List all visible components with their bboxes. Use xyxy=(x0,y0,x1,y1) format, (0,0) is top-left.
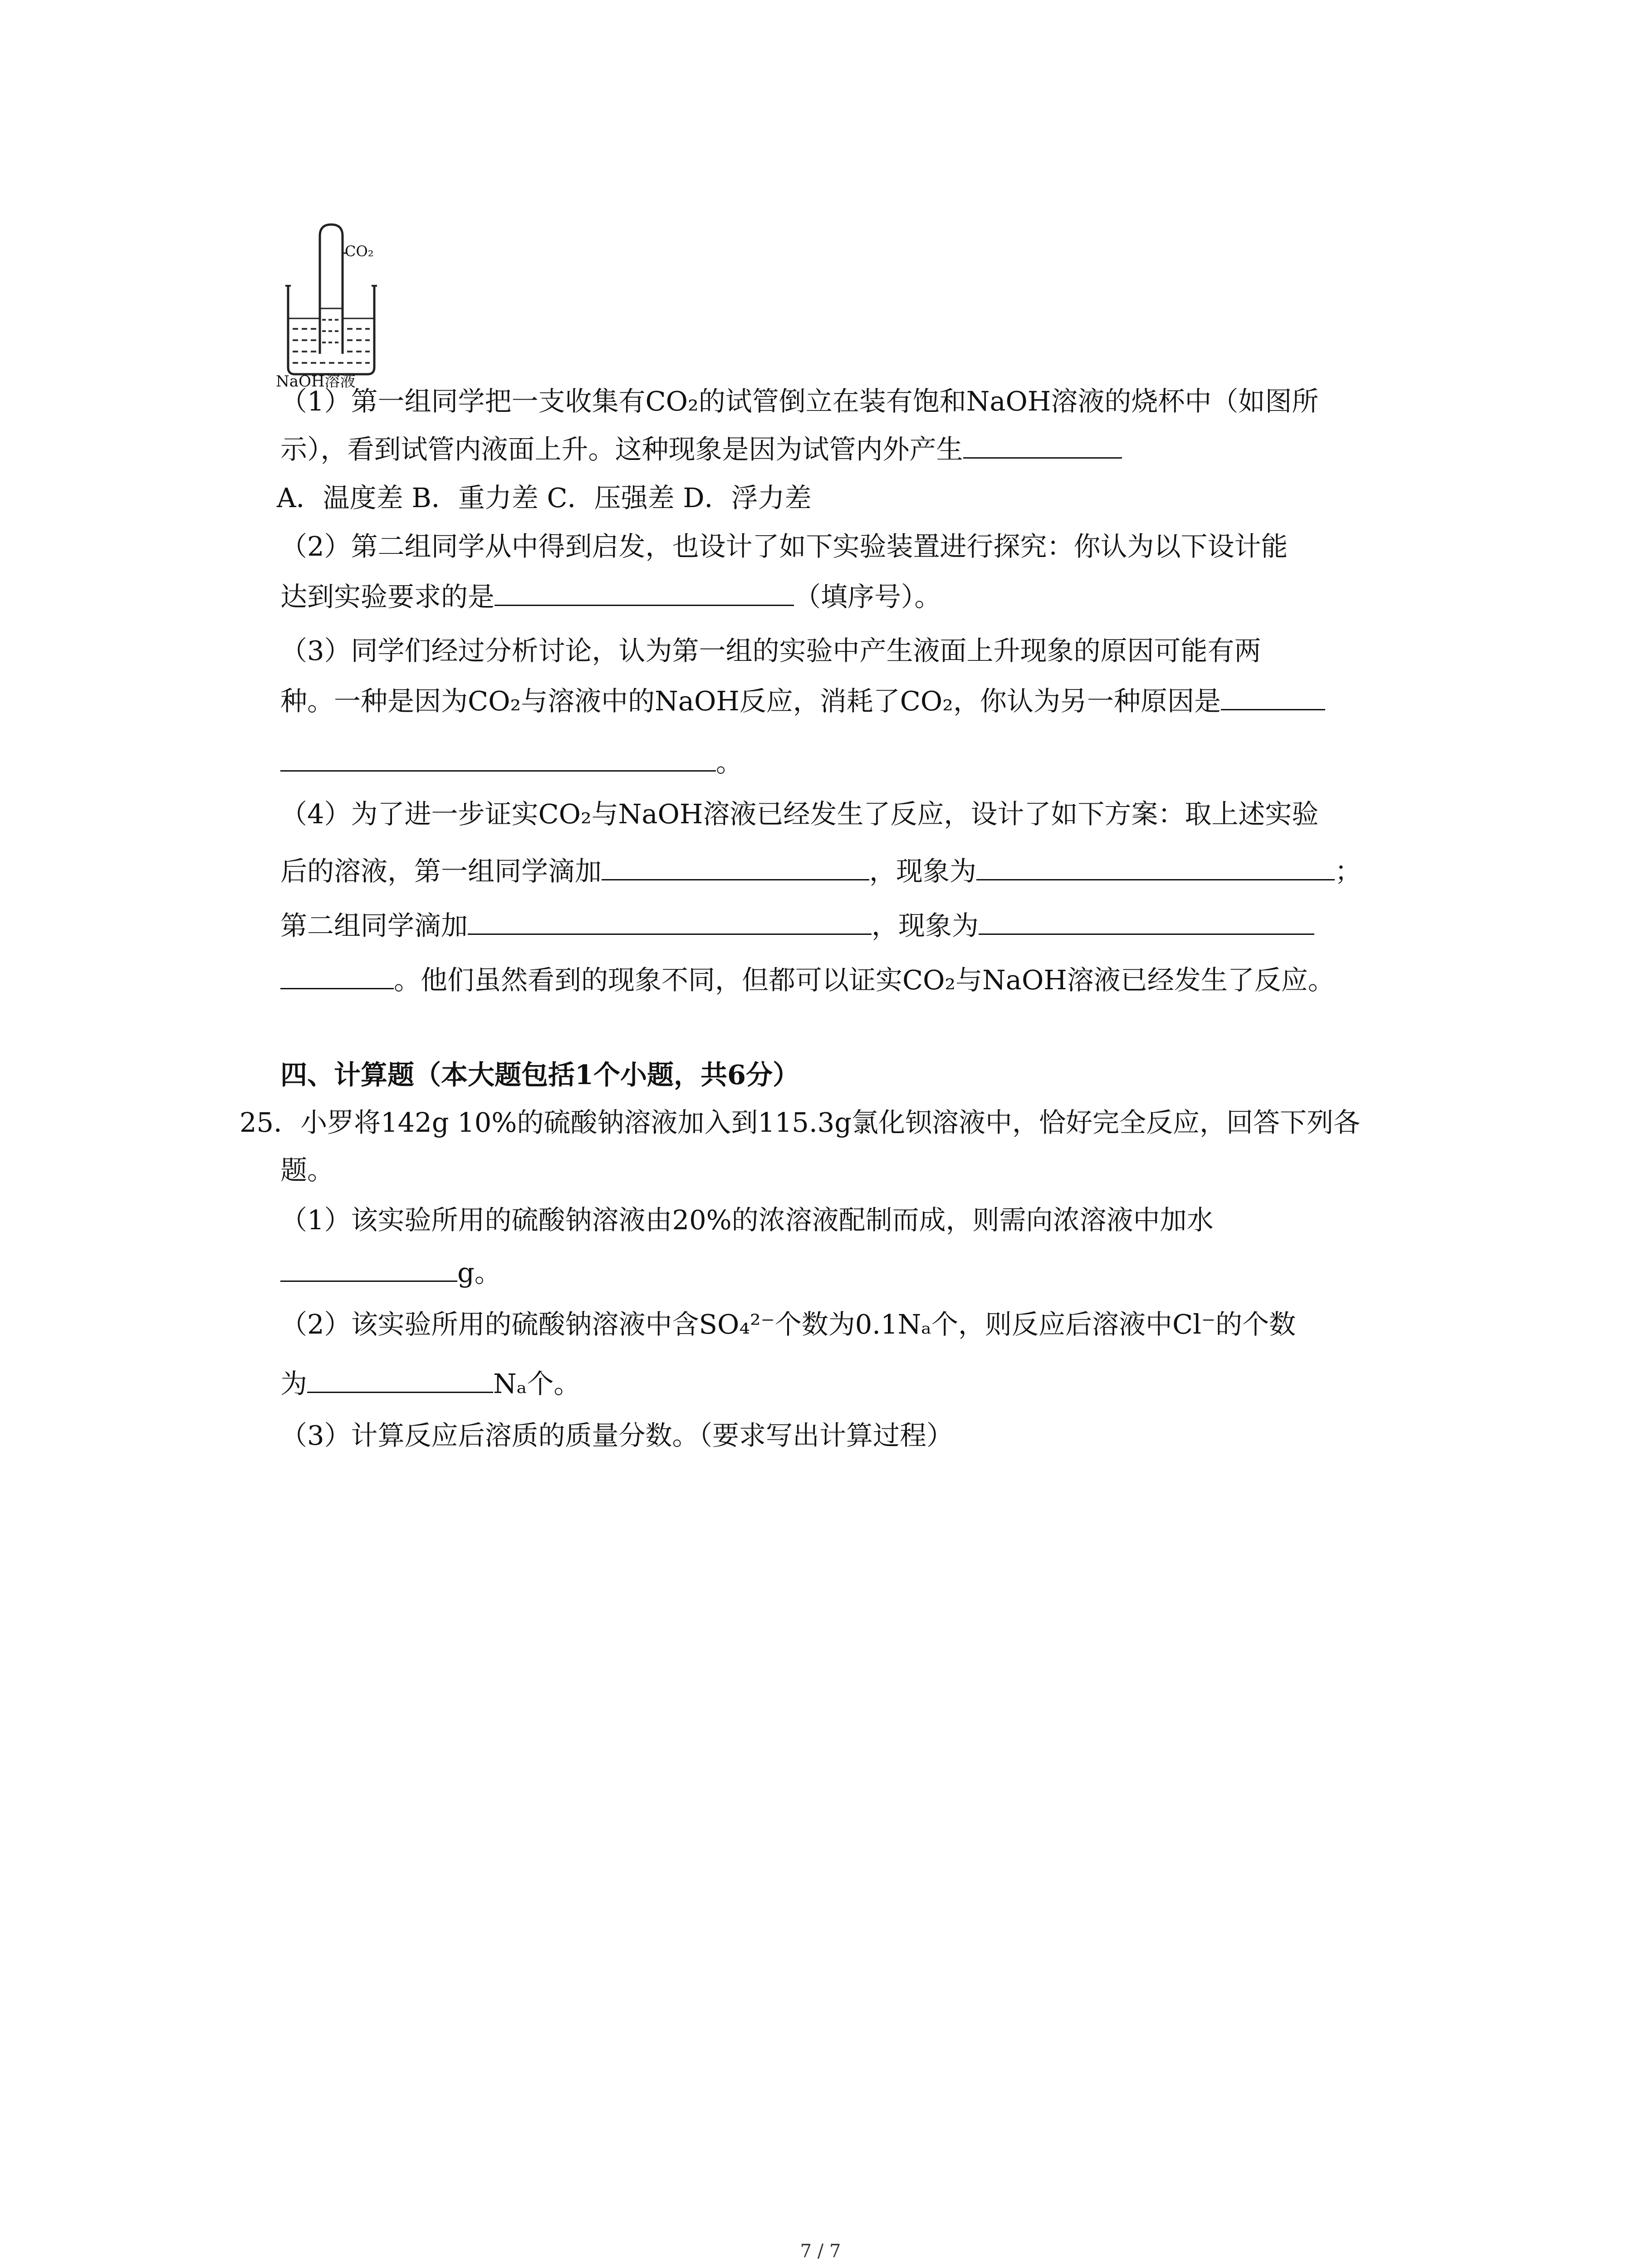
q3-answer-blank-1[interactable] xyxy=(1221,683,1325,710)
q25-p1-line2 xyxy=(280,1254,501,1291)
q3-line1: （3）同学们经过分析讨论，认为第一组的实验中产生液面上升现象的原因可能有两 xyxy=(280,635,1261,666)
page-number: 7 / 7 xyxy=(800,2241,841,2262)
q4-group1-reagent-blank[interactable] xyxy=(602,853,869,880)
q3-line3 xyxy=(280,744,743,781)
co2-label: CO₂ xyxy=(345,243,374,260)
section4-title: 四、计算题（本大题包括1个小题，共6分） xyxy=(280,1059,800,1090)
q25-p2-blank[interactable] xyxy=(307,1365,493,1393)
q4-line3-text: 第二组同学滴加 xyxy=(280,910,468,941)
q4-group2-phenomenon-blank-cont[interactable] xyxy=(280,962,394,989)
q25-p1-blank[interactable] xyxy=(280,1254,457,1282)
q25-p2-line1: （2）该实验所用的硫酸钠溶液中含SO₄²⁻个数为0.1Nₐ个，则反应后溶液中Cl⁻的个数 xyxy=(280,1309,1296,1340)
q1-answer-blank[interactable] xyxy=(963,431,1122,459)
q4-group1-phenomenon-blank[interactable] xyxy=(976,853,1335,880)
q4-line2-end: ； xyxy=(1335,855,1362,887)
q25-line1: 25．小罗将142g 10%的硫酸钠溶液加入到115.3g氯化钡溶液中，恰好完全反应，回答下列各 xyxy=(240,1107,1361,1138)
q4-line1: （4）为了进一步证实CO₂与NaOH溶液已经发生了反应，设计了如下方案：取上述实验 xyxy=(280,798,1319,830)
q4-line2 xyxy=(280,853,1362,890)
q4-group2-reagent-blank[interactable] xyxy=(468,907,872,935)
figure-caption: NaOH溶液 xyxy=(276,372,356,391)
q2-line2-suffix: （填序号）。 xyxy=(794,581,941,612)
q1-line2 xyxy=(280,431,1122,468)
q4-group2-phenomenon-blank[interactable] xyxy=(979,907,1314,935)
q1-line2-text: 示），看到试管内液面上升。这种现象是因为试管内外产生 xyxy=(280,434,963,465)
q25-p3: （3）计算反应后溶质的质量分数。（要求写出计算过程） xyxy=(280,1420,954,1451)
q4-line3-mid: ，现象为 xyxy=(872,910,979,941)
q25-p1-unit: g。 xyxy=(457,1257,501,1288)
q3-line2-text: 种。一种是因为CO₂与溶液中的NaOH反应，消耗了CO₂，你认为另一种原因是 xyxy=(280,685,1221,717)
q25-p2-line2 xyxy=(280,1365,580,1402)
q4-line4 xyxy=(280,962,1335,998)
q4-line3 xyxy=(280,907,1314,944)
q1-line1: （1）第一组同学把一支收集有CO₂的试管倒立在装有饱和NaOH溶液的烧杯中（如图所 xyxy=(280,386,1319,417)
q2-line1: （2）第二组同学从中得到启发，也设计了如下实验装置进行探究：你认为以下设计能 xyxy=(280,531,1288,562)
q2-answer-blank[interactable] xyxy=(495,578,794,606)
q3-line2 xyxy=(280,683,1325,719)
q25-line2: 题。 xyxy=(280,1154,334,1186)
q25-p2-text: 为 xyxy=(280,1368,308,1399)
q4-line2-text: 后的溶液，第一组同学滴加 xyxy=(280,855,602,887)
q2-line2-text: 达到实验要求的是 xyxy=(280,581,495,612)
q25-p2-suffix: Nₐ个。 xyxy=(493,1368,581,1399)
q4-line2-mid: ，现象为 xyxy=(869,855,977,887)
q3-answer-blank-2[interactable] xyxy=(280,744,716,772)
q25-p1-line1: （1）该实验所用的硫酸钠溶液由20%的浓溶液配制而成，则需向浓溶液中加水 xyxy=(280,1204,1214,1236)
q3-line3-end: 。 xyxy=(716,747,743,778)
q2-line2 xyxy=(280,578,941,615)
q4-line4-text: 。他们虽然看到的现象不同，但都可以证实CO₂与NaOH溶液已经发生了反应。 xyxy=(394,964,1335,996)
q1-options: A．温度差 B．重力差 C．压强差 D．浮力差 xyxy=(277,482,812,513)
